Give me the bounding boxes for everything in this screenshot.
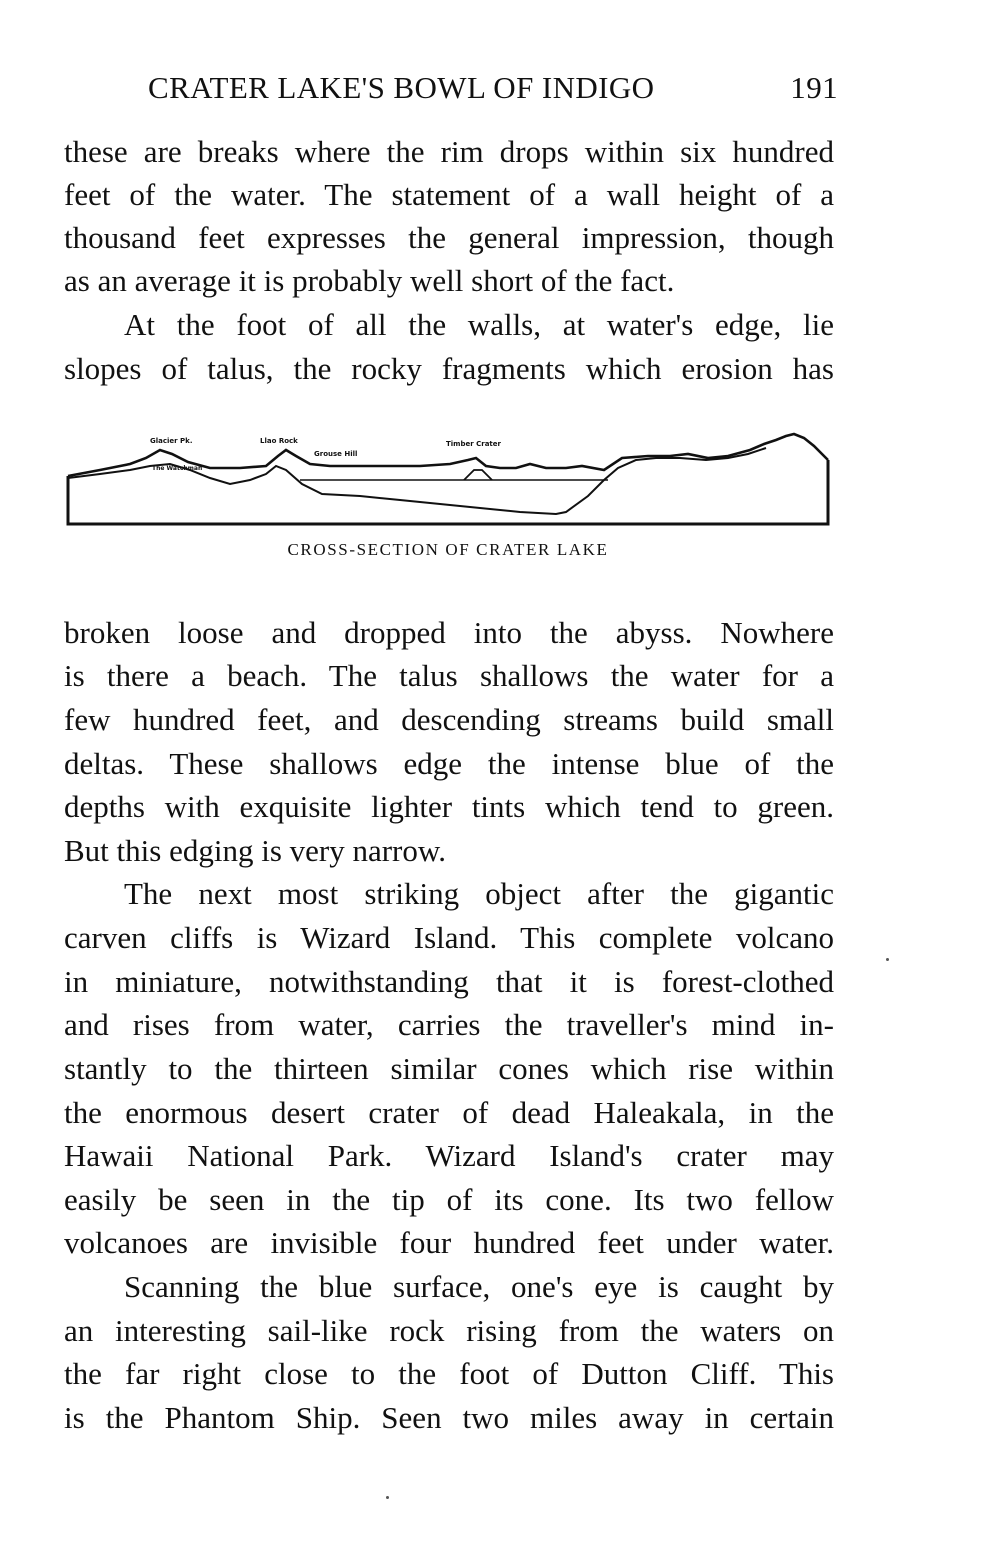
text-line: the enormous desert crater of dead Haleakala, in the (64, 1095, 834, 1130)
rim-profile-lower (68, 448, 766, 514)
label-watchman: The Watchman (152, 465, 203, 472)
text-line: the far right close to the foot of Dutton Cliff. This (64, 1356, 834, 1391)
text-line: At the foot of all the walls, at water's edge, lie (124, 307, 834, 342)
text-line: these are breaks where the rim drops within six hundred (64, 134, 834, 169)
text-line: volcanoes are invisible four hundred feet under water. (64, 1225, 834, 1260)
cross-section-diagram (60, 424, 840, 536)
cross-section-figure (60, 424, 840, 536)
text-line: slopes of talus, the rocky fragments which erosion has (64, 351, 834, 386)
text-line: broken loose and dropped into the abyss. Nowhere (64, 615, 834, 650)
scan-speck (886, 958, 889, 961)
text-line: easily be seen in the tip of its cone. Its two fellow (64, 1182, 834, 1217)
text-line: But this edging is very narrow. (64, 833, 446, 868)
text-line: is there a beach. The talus shallows the water for a (64, 658, 834, 693)
label-llao-rock: Llao Rock (260, 437, 298, 445)
text-line: deltas. These shallows edge the intense blue of the (64, 746, 834, 781)
text-line: is the Phantom Ship. Seen two miles away in certain (64, 1400, 834, 1435)
label-glacier-pk: Glacier Pk. (150, 437, 193, 445)
figure-caption: CROSS-SECTION OF CRATER LAKE (287, 540, 609, 559)
text-line: Scanning the blue surface, one's eye is caught by (124, 1269, 834, 1304)
text-line: The next most striking object after the gigantic (124, 876, 834, 911)
text-line: and rises from water, carries the traveller's mind in- (64, 1007, 834, 1042)
running-head (148, 70, 838, 114)
text-line: few hundred feet, and descending streams build small (64, 702, 834, 737)
text-line: depths with exquisite lighter tints which tend to green. (64, 789, 834, 824)
text-line: an interesting sail-like rock rising from the waters on (64, 1313, 834, 1348)
scan-speck (386, 1496, 389, 1499)
page-number: 191 (790, 70, 838, 105)
chapter-title: CRATER LAKE'S BOWL OF INDIGO (148, 70, 655, 105)
text-line: stantly to the thirteen similar cones which rise within (64, 1051, 834, 1086)
text-line: thousand feet expresses the general impression, though (64, 220, 834, 255)
text-line: as an average it is probably well short of the fact. (64, 263, 675, 298)
text-line: feet of the water. The statement of a wall height of a (64, 177, 834, 212)
label-timber-crater: Timber Crater (446, 440, 501, 448)
wizard-island-cone (464, 470, 492, 480)
text-line: Hawaii National Park. Wizard Island's crater may (64, 1138, 834, 1173)
text-line: in miniature, notwithstanding that it is forest-clothed (64, 964, 834, 999)
label-grouse-hill: Grouse Hill (314, 450, 358, 458)
text-line: carven cliffs is Wizard Island. This complete volcano (64, 920, 834, 955)
